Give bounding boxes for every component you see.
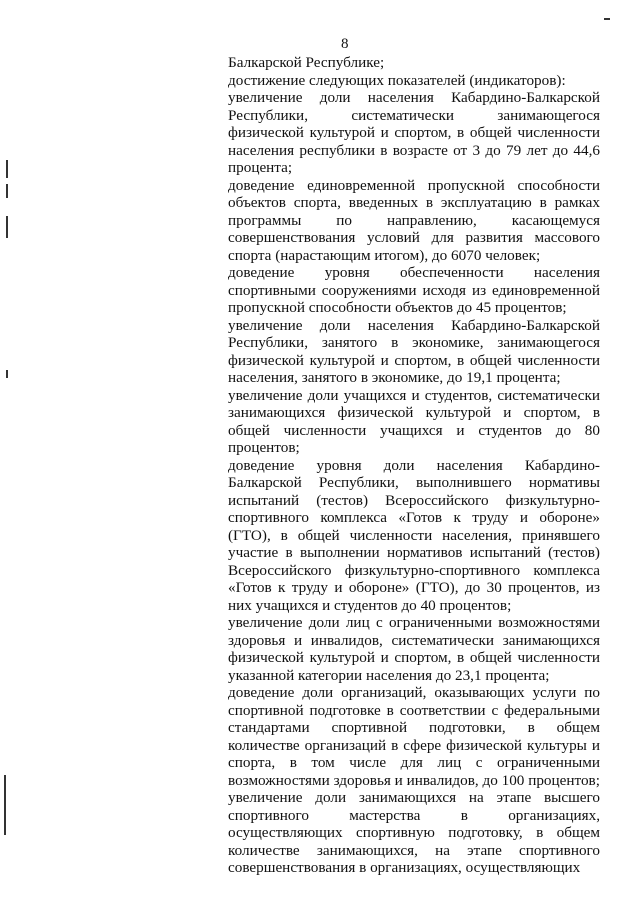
paragraph: увеличение доли населения Кабардино-Балкарской Республики, систематически занимающегося физической культурой и спортом, в общей численности населения республики в возрасте от 3 до 79 лет до 44,6 процента; <box>228 89 600 176</box>
paragraph: доведение доли организаций, оказывающих услуги по спортивной подготовке в соответствии с федеральными стандартами спортивной подготовки, в общем количестве организаций в сфере физической культуры и спорта, в том числе для лиц с ограниченными возможностями здоровья и инвалидов, до 100 процентов; <box>228 684 600 789</box>
paragraph: доведение единовременной пропускной способности объектов спорта, введенных в эксплуатацию в рамках программы по направлению, касающемуся совершенствования условий для развития массового спорта (нарастающим итогом), до 6070 человек; <box>228 176 600 264</box>
paragraph: увеличение доли населения Кабардино-Балкарской Республики, занятого в экономике, занимающегося физической культурой и спортом, в общей численности населения, занятого в экономике, до 19,1 процента; <box>228 316 600 386</box>
scan-mark <box>6 370 8 378</box>
paragraph: увеличение доли лиц с ограниченными возможностями здоровья и инвалидов, систематически занимающихся физической культурой и спортом, в общей численности указанной категории населения до 23,1 процента; <box>228 614 600 684</box>
scan-mark <box>6 184 8 198</box>
paragraph: доведение уровня доли населения Кабардино-Балкарской Республики, выполнившего нормативы испытаний (тестов) Всероссийского физкультурно-спортивного комплекса «Готов к труду и обороне» (ГТО), в общей численности населения, принявшего участие в выполнении нормативов испытаний (тестов) Всероссийского физкультурно-спортивного комплекса «Готов к труду и обороне» (ГТО), до 30 процентов, из них учащихся и студентов до 40 процентов; <box>228 456 600 614</box>
paragraph: увеличение доли занимающихся на этапе высшего спортивного мастерства в организациях, осуществляющих спортивную подготовку, в общем количестве занимающихся, на этапе спортивного совершенствования в организациях, осуществляющих <box>228 789 600 876</box>
scan-mark <box>6 216 8 238</box>
paragraph: достижение следующих показателей (индикаторов): <box>228 71 566 89</box>
scan-mark <box>604 18 610 20</box>
scan-mark <box>6 160 8 178</box>
scan-mark <box>4 775 6 835</box>
paragraph: увеличение доли учащихся и студентов, систематически занимающихся физической культурой и спортом, в общей численности учащихся и студентов до 80 процентов; <box>228 386 600 456</box>
page-number: 8 <box>341 36 349 52</box>
paragraph: доведение уровня обеспеченности населения спортивными сооружениями исходя из единовременной пропускной способности объектов до 45 процентов; <box>228 264 600 316</box>
document-body <box>228 54 600 877</box>
paragraph: Балкарской Республике; <box>228 54 385 71</box>
